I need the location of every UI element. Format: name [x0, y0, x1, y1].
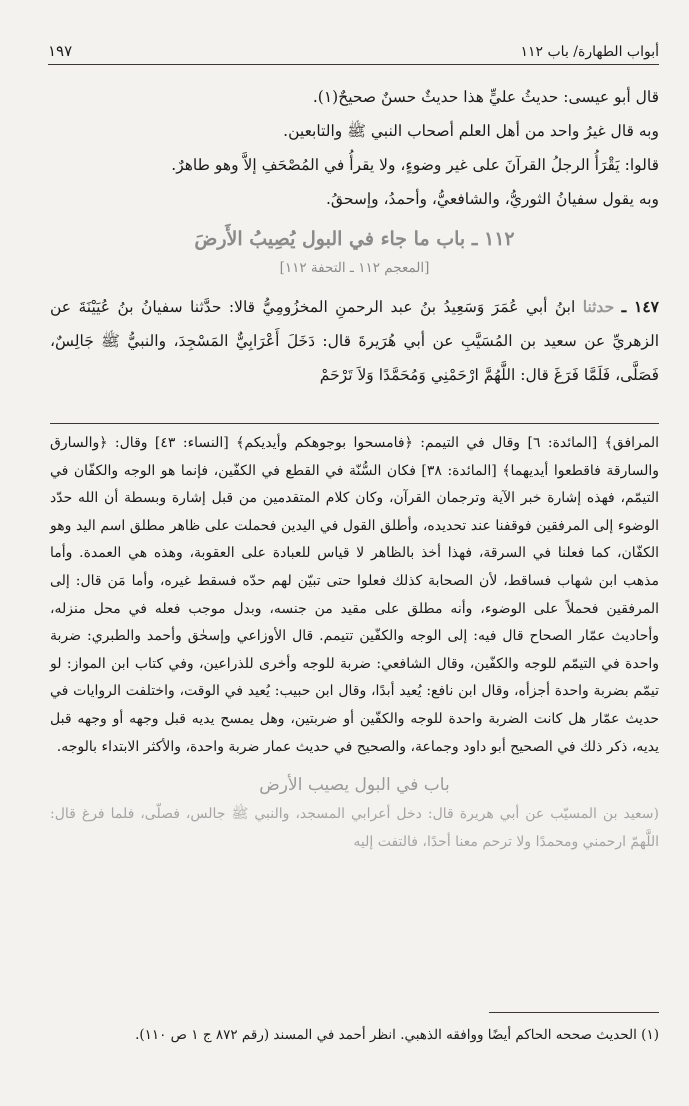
hadith-number: ١٤٧ ـ	[621, 297, 659, 316]
hadith-text: ابنُ أبي عُمَرَ وَسَعِيدُ بنُ عبد الرحمنِ المخزُومِيُّ قالا: حدَّثنا سفيانُ بنُ عُيَيْنَةَ عن الزهريِّ عن سعيد بن المُسَيَّبِ عن أبي هُرَيرةَ قال: دَخَلَ أَعْرَابِيٌّ المَسْجِدَ، والنبيُّ ﷺ جَالِسٌ، فَصَلَّى، فَلَمَّا فَرَغَ قال: اللَّهُمَّ ارْحَمْنِي وَمُحَمَّدًا وَلاَ تَرْحَمْ	[50, 298, 659, 384]
commentary-divider	[50, 423, 659, 424]
chapter-subtitle: [المعجم ١١٢ ـ التحفة ١١٢]	[279, 260, 430, 276]
page-number: ١٩٧	[48, 42, 73, 60]
commentary-text: المرافق﴾ [المائدة: ٦] وقال في التيمم: ﴿فامسحوا بوجوهكم وأيديكم﴾ [النساء: ٤٣] وقال: ﴿والسارق والسارقة فاقطعوا أيديهما﴾ [المائدة: ٣٨] فكان السُّنّة في القطع في الكفّين، فإنما هو الوجه والكفّان في التيمّم، فهذه إشارة خبر الآية وترجمان القرآن، وكان كلام المتقدمين من قبل إشارة وبسطة أن الله حدّد الوضوء إلى المرفقين فوقفنا عند تحديده، وأطلق القول في اليدين فحملت على ظاهر مطلق اسم اليد وهو الكفّان، كما فعلنا في السرقة، فهذا أخذ بالظاهر لا قياس للعبادة على العقوبة، وهذه هي العمدة. وأما مذهب ابن شهاب فساقط، لأن الصحابة كذلك فعلوا حتى تبيّن لهم حدّه فسقط غيره، وأما مَن قال: إلى المرفقين فحملاً على الوضوء، وأنه مطلق على مقيد من جنسه، وبدل موجب فعله في محل منزله، وأحاديث عمّار الصحاح قال فيه: إلى الوجه والكفّين تتيمم. قال الأوزاعي وإسحٰق وأحمد والطبري: ضربة واحدة في التيمّم للوجه والكفّين، وقال الشافعي: ضربة للوجه وأخرى للذراعين، وفي كتاب ابن المواز: لو تيمّم بضربة واحدة أجزأه، وقال ابن نافع: يُعيد أبدًا، وقال ابن حبيب: يُعيد في الوقت، واختلفت الروايات في حديث عمّار هل كانت الضربة واحدة للوجه والكفّين أو ضربتين، وهل يمسح يديه قبل وجهه أو وجهه قبل يديه، ذكر ذلك في الصحيح أبو داود وجماعة، والصحيح في حديث عمار ضربة واحدة، والأكثر الابتداء بالوجه.	[50, 435, 660, 755]
commentary	[50, 430, 659, 856]
running-title: أبواب الطهارة/ باب ١١٢	[520, 44, 659, 60]
paragraph-1: قال أبو عيسى: حديثُ عليٍّ هذا حديثٌ حسنٌ صحيحٌ(١).	[312, 88, 659, 106]
commentary-faded-text: (سعيد بن المسيّب عن أبي هريرة قال: دخل أعرابي المسجد، والنبي ﷺ جالس، فصلّى، فلما فرغ قال: اللَّهمّ ارحمني ومحمدًا ولا ترحم معنا أحدًا، فالتفت إليه	[50, 806, 659, 850]
hadith-147	[50, 290, 659, 392]
commentary-subheading: باب في البول يصيب الأرض	[259, 775, 450, 796]
hadith-label: حدثنا	[582, 297, 615, 316]
chapter-title: ١١٢ ـ باب ما جاء في البول يُصِيبُ الأَرضَ	[194, 228, 515, 250]
paragraph-4: وبه يقول سفيانُ الثوريُّ، والشافعيُّ، وأحمدُ، وإسحقُ.	[325, 190, 659, 208]
paragraph-3: قالوا: يَقْرَأُ الرجلُ القرآنَ على غير وضوءٍ، ولا يقرأُ في المُصْحَفِ إلاَّ وهو طاهرٌ.	[171, 156, 659, 174]
footnote-rule	[489, 1012, 659, 1013]
main-text	[50, 80, 659, 392]
page-header	[48, 32, 659, 65]
footnote: (١) الحديث صححه الحاكم أيضًا ووافقه الذهبي. انظر أحمد في المسند (رقم ٨٧٢ ج ١ ص ١١٠).	[135, 1027, 659, 1043]
paragraph-2: وبه قال غيرُ واحد من أهل العلم أصحاب النبي ﷺ والتابعين.	[283, 122, 659, 140]
